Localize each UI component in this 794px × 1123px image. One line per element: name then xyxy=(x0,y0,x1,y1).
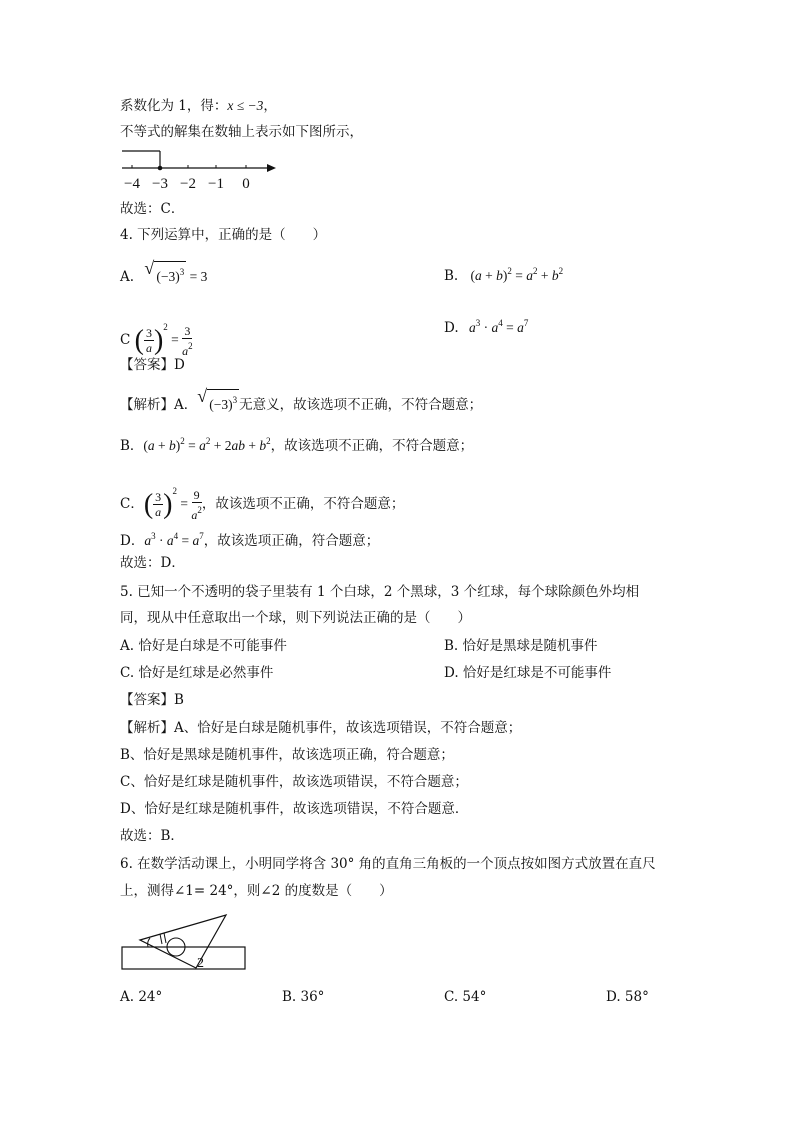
number-line-figure xyxy=(118,146,288,194)
answer-label: 【答案】D xyxy=(120,357,185,373)
option-d: D. 恰好是红球是不可能事件 xyxy=(444,665,612,681)
text-line: 系数化为 1，得：x ≤ −3， xyxy=(120,98,277,114)
analysis-line: 【解析】A、恰好是白球是随机事件，故该选项错误，不符合题意； xyxy=(120,720,522,736)
option-b: B. $(a + b)^2 = a^2 + b^2$ xyxy=(444,266,564,284)
option-a: A. 恰好是白球是不可能事件 xyxy=(120,638,287,654)
tick-label: 0 xyxy=(242,176,250,192)
ruler-triangle-figure xyxy=(118,910,250,972)
math-expression: $(a + b)^2 = a^2 + 2ab + b^2$ xyxy=(143,436,271,453)
angle-label: 2 xyxy=(197,956,204,971)
analysis-d: D．$a^3 \cdot a^4 = a^7$，故该选项正确，符合题意； xyxy=(120,531,380,549)
analysis-c: C．( $\frac{3}{a}$ )$^2$ = $\frac{9}{a^2}$ ，故该选项不正确，不符合题意； xyxy=(120,486,405,522)
question-stem: 上，测得∠1= 24°，则∠2 的度数是（ ） xyxy=(120,883,393,899)
tick-label: −2 xyxy=(180,176,196,192)
math-expression: $a^3 \cdot a^4 = a^7$ xyxy=(468,318,529,335)
analysis-line: D、恰好是红球是随机事件，故该选项错误，不符合题意． xyxy=(120,801,469,817)
tick-label: −4 xyxy=(124,176,140,192)
option-b: B. 36° xyxy=(282,989,325,1005)
final-answer: 故选：B． xyxy=(120,828,184,844)
option-b: B. 恰好是黑球是随机事件 xyxy=(444,638,598,654)
question-stem: 5. 已知一个不透明的袋子里装有 1 个白球，2 个黑球，3 个红球，每个球除颜色外均相 xyxy=(120,584,640,600)
math-expression: ( $\frac{3}{a}$ )$^2$ = $\frac{3}{a^2}$ xyxy=(134,322,193,358)
tick-label: −1 xyxy=(208,176,224,192)
option-c: C. 恰好是红球是必然事件 xyxy=(120,665,274,681)
option-a: A. 24° xyxy=(120,989,163,1005)
analysis-line: C、恰好是红球是随机事件，故该选项错误，不符合题意； xyxy=(120,774,468,790)
question-stem: 4. 下列运算中，正确的是（ ） xyxy=(120,227,327,243)
analysis-b: B．$(a + b)^2 = a^2 + 2ab + b^2$，故该选项不正确，不符合题意； xyxy=(120,436,474,454)
final-answer: 故选：D． xyxy=(120,555,185,571)
math-expression: √ $(-3)^3 = 3$ xyxy=(144,269,207,284)
question-stem: 6. 在数学活动课上，小明同学将含 30° 角的直角三角板的一个顶点按如图方式放置在直尺 xyxy=(120,856,656,872)
option-c: C. 54° xyxy=(444,989,487,1005)
tick-label: −3 xyxy=(152,176,168,192)
analysis-line: B、恰好是黑球是随机事件，故该选项正确，符合题意； xyxy=(120,747,454,763)
math-expression: ( $\frac{3}{a}$ )$^2$ = $\frac{9}{a^2}$ xyxy=(143,486,202,522)
option-a: A. √ $(-3)^3 = 3$ xyxy=(120,261,207,287)
math-expression: x ≤ −3 xyxy=(227,98,264,113)
text-line: 不等式的解集在数轴上表示如下图所示， xyxy=(120,124,363,140)
analysis-a: 【解析】A．√ $(-3)^3$ 无意义，故该选项不正确，不符合题意； xyxy=(120,389,482,415)
answer-label: 【答案】B xyxy=(120,692,184,708)
math-expression: $(a + b)^2 = a^2 + b^2$ xyxy=(470,266,564,283)
math-expression: √ $(-3)^3$ xyxy=(197,397,239,412)
option-d: D. 58° xyxy=(606,989,649,1005)
option-c: C ( $\frac{3}{a}$ )$^2$ = $\frac{3}{a^2}$ xyxy=(120,322,193,358)
text-line: 故选：C． xyxy=(120,201,185,217)
math-expression: $a^3 \cdot a^4 = a^7$ xyxy=(144,531,204,548)
question-stem: 同，现从中任意取出一个球，则下列说法正确的是（ ） xyxy=(120,610,471,626)
option-d: D. $a^3 \cdot a^4 = a^7$ xyxy=(444,318,529,336)
